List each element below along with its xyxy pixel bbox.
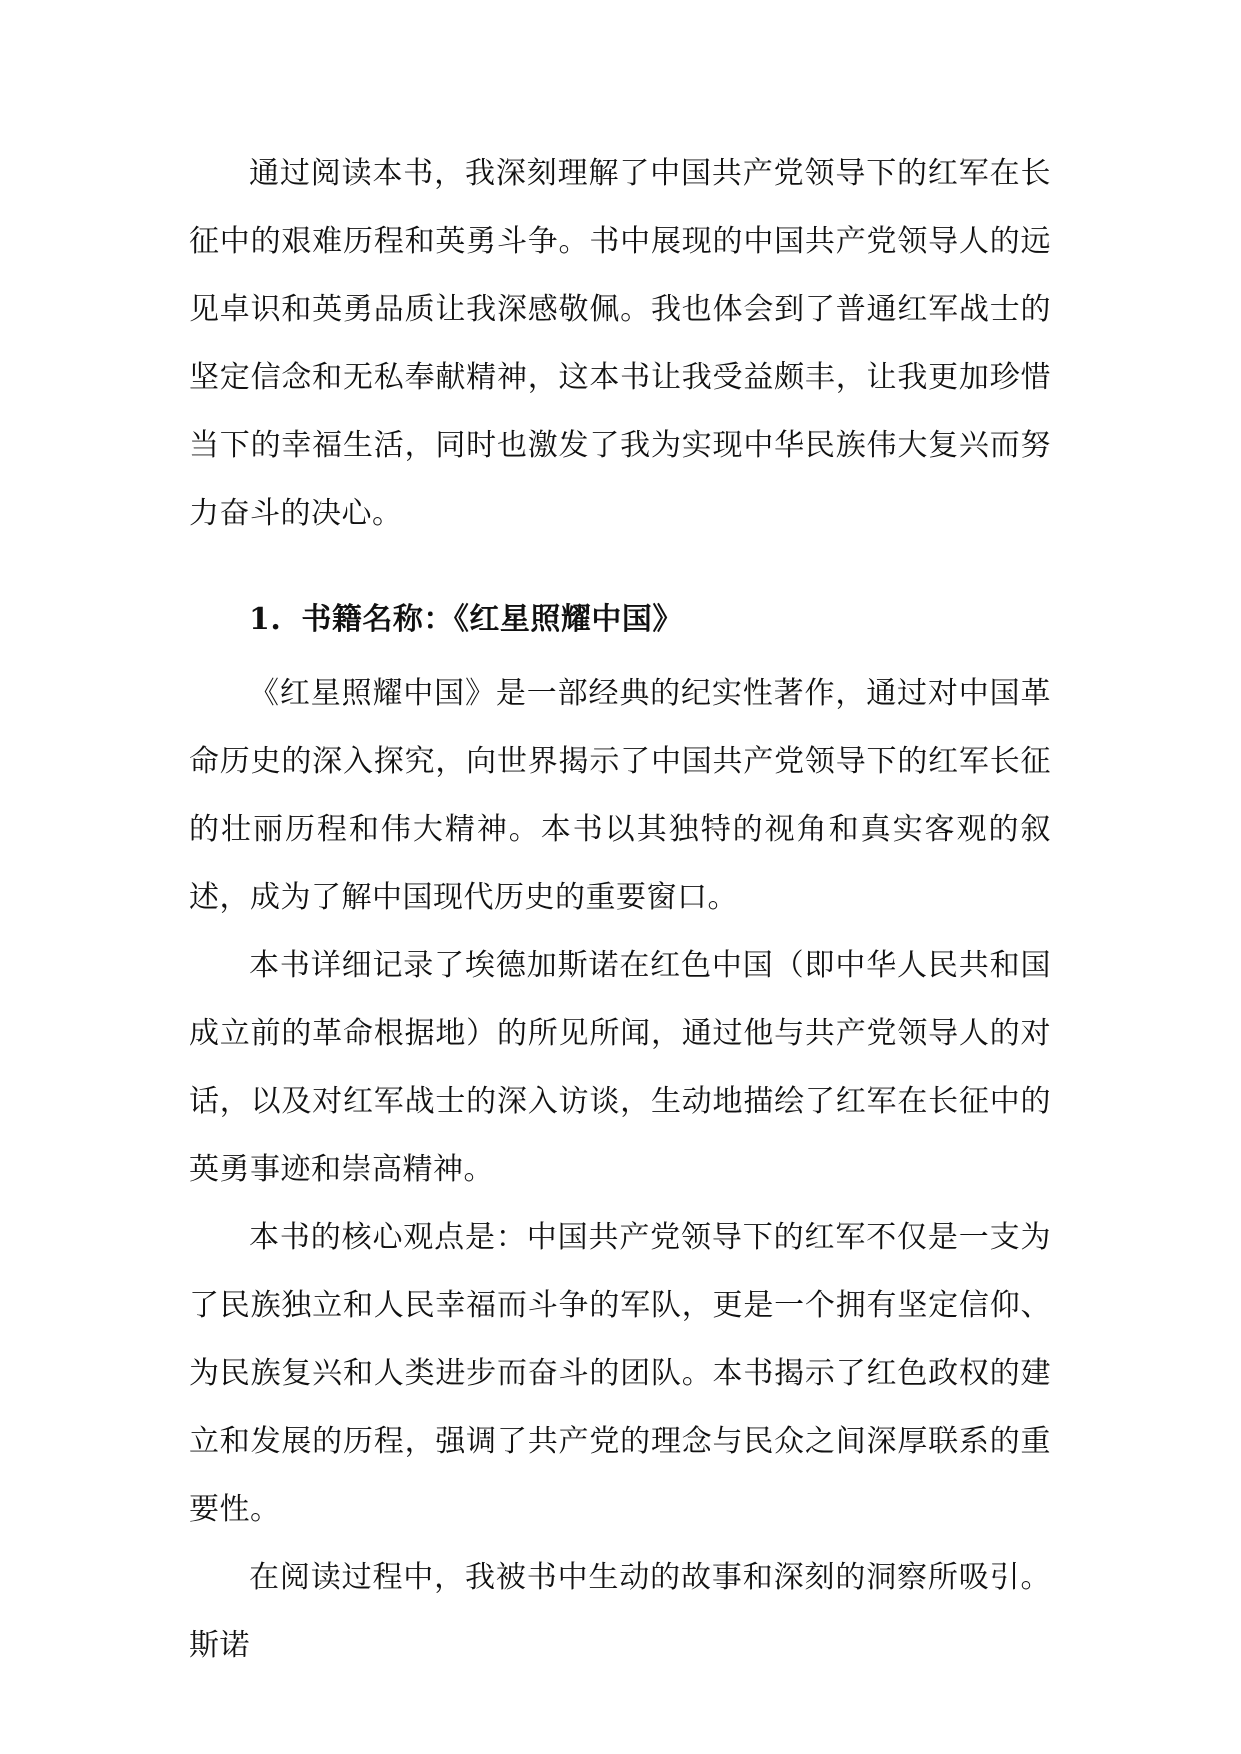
- section-title: 书籍名称：《红星照耀中国》: [301, 602, 683, 637]
- document-page: [189, 140, 1051, 1680]
- intro-paragraph: 通过阅读本书，我深刻理解了中国共产党领导下的红军在长征中的艰难历程和英勇斗争。书中展现的中国共产党领导人的远见卓识和英勇品质让我深感敬佩。我也体会到了普通红军战士的坚定信念和无私奉献精神，这本书让我受益颇丰，让我更加珍惜当下的幸福生活，同时也激发了我为实现中华民族伟大复兴而努力奋斗的决心。: [189, 156, 1051, 531]
- body-paragraph-3: 本书的核心观点是：中国共产党领导下的红军不仅是一支为了民族独立和人民幸福而斗争的军队，更是一个拥有坚定信仰、为民族复兴和人类进步而奋斗的团队。本书揭示了红色政权的建立和发展的历程，强调了共产党的理念与民众之间深厚联系的重要性。: [189, 1220, 1051, 1527]
- section-spacer: [189, 548, 1051, 586]
- section-number: 1.: [249, 602, 282, 637]
- section-heading: [189, 586, 1051, 654]
- body-paragraph-1: 《红星照耀中国》是一部经典的纪实性著作，通过对中国革命历史的深入探究，向世界揭示了中国共产党领导下的红军长征的壮丽历程和伟大精神。本书以其独特的视角和真实客观的叙述，成为了解中国现代历史的重要窗口。: [189, 676, 1051, 915]
- body-paragraph-4: 在阅读过程中，我被书中生动的故事和深刻的洞察所吸引。斯诺: [189, 1560, 1051, 1663]
- body-paragraph-2: 本书详细记录了埃德加斯诺在红色中国（即中华人民共和国成立前的革命根据地）的所见所闻，通过他与共产党领导人的对话，以及对红军战士的深入访谈，生动地描绘了红军在长征中的英勇事迹和崇高精神。: [189, 948, 1051, 1187]
